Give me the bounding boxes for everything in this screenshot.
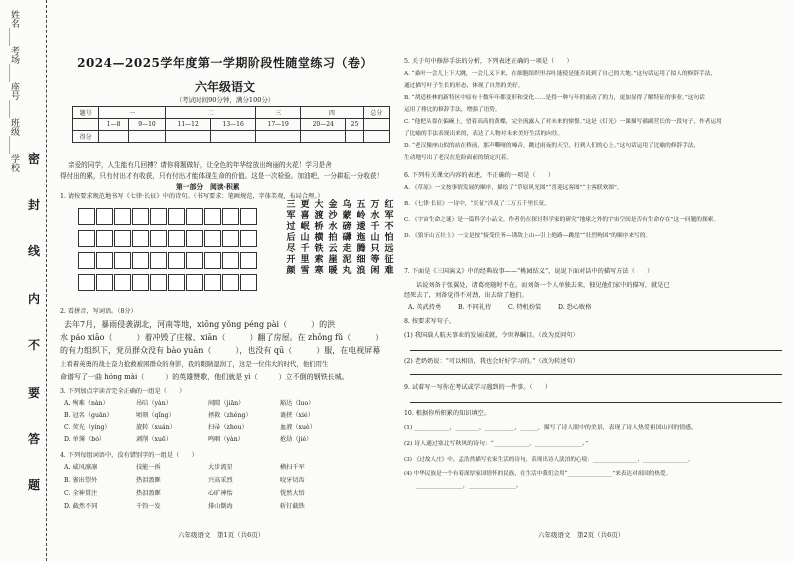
option-text: D. “老汉像座山似的站在桥前，那声嘶哑的嗓音，跳过雨夜的天空，打到人们的心上。”这句话运用了比喻的修辞手法， (404, 143, 700, 149)
grid-cell[interactable] (186, 230, 203, 247)
option-text: 技能一拆 (136, 464, 161, 471)
table-header: 三 (256, 107, 301, 119)
table-cell: 20—24 (301, 119, 346, 131)
grid-cell[interactable] (222, 274, 239, 291)
option-text: 裹挟（xié） (280, 412, 314, 419)
option-text: 鸣咽（yàn） (208, 436, 244, 443)
option-text: B. 不同礼待 (458, 304, 492, 311)
question-5: 5. 关于句中修辞手法的分析，下列表述正确的一项是（ ） (404, 58, 573, 65)
table-header: 总分 (363, 107, 389, 119)
passage-line: 水 páo xiāo（ ）着冲毁了庄稼、xiān（ ）翻了房屋。在 zhōng fǔ（ ） (60, 333, 384, 342)
table-header: 二 (166, 107, 256, 119)
grid-cell[interactable] (132, 274, 149, 291)
option-text: 生动地写出了老汉在危险面前的镇定沉着。 (404, 155, 513, 161)
table-cell (73, 119, 99, 131)
intro-line: 亲爱的同学，人生能有几回搏？请你将题做好，让全色的年华绽放出绚丽的火花！学习是舍 (68, 161, 332, 169)
answer-line[interactable] (410, 374, 782, 375)
option-text: 兴高采烈 (208, 477, 233, 484)
seal-char: 封 (28, 198, 41, 212)
option-text: C. “他把头靠在偏碗上，望着高高的黄蝶，完全流露入了对未来的憧憬。”这是《灯光》一课描写郝副营长的一段句子，作者运用 (404, 119, 722, 125)
passage-line: 上看着英勇的战士奋力抢救被困群众的身影，我的眼睛湿润了，这是一位伟大的时代，他们用生 (60, 360, 329, 368)
table-header: 一 (99, 107, 166, 119)
poem-column: 三军过后尽开颜 (286, 200, 296, 276)
grid-cell[interactable] (222, 252, 239, 269)
grid-cell[interactable] (114, 230, 131, 247)
exam-subject: 六年级语文 (194, 80, 255, 94)
question-3: 3. 下列加点字读音完全正确的一组是（ ） (60, 388, 186, 395)
table-cell: 9—10 (128, 119, 165, 131)
option-text: 豁达（luo） (280, 400, 315, 407)
table-cell: 得分 (73, 131, 99, 143)
option-text: A. 英武持勇 (408, 304, 442, 311)
grid-cell[interactable] (114, 208, 131, 225)
seal-char: 线 (28, 244, 41, 258)
grid-cell[interactable] (204, 274, 221, 291)
intro-line: 得付出的累，只有付出才有收获，只有付出才能体现生命的价值。这是一次检验。加油吧，一分耕耘一分收获！ (60, 172, 384, 180)
grid-cell[interactable] (222, 230, 239, 247)
grid-cell[interactable] (150, 252, 167, 269)
passage-line: 的有力组织下，党员群众没有 bào yuàn（ ），也没有 qū（ ）服，在电视屏幕 (60, 346, 381, 355)
grid-cell[interactable] (240, 208, 257, 225)
grid-cell[interactable] (78, 208, 95, 225)
option-text: 热泪盈眶 (136, 490, 161, 497)
grid-cell[interactable] (168, 230, 185, 247)
question-10: 10. 根据你所积累的知识填空。 (404, 410, 491, 417)
poem-column: 更喜岷山千里雪 (300, 200, 310, 276)
option-text: B. 雀出望外 (64, 477, 98, 484)
question-4: 4. 下列每组词语中，没有错别字的一组是（ ） (60, 452, 198, 459)
option-text: 抢劫（jié） (280, 436, 313, 443)
option-text: D. 《狼牙山五壮士》一文是按“接受任务—诱敌上山—引上绝路—跳崖”“壮烈殉国”的顺序来写的。 (404, 233, 652, 239)
option-text: D. 恐心败格 (558, 304, 592, 311)
grid-cell[interactable] (150, 230, 167, 247)
score-box[interactable] (166, 131, 211, 143)
passage-line: 命谱写了一曲 hóng mài（ ）的英雄赞歌，他们就是 yì（ ）立不倒的钢铁长城。 (60, 373, 349, 381)
option-text: C. 特机扮装 (508, 304, 542, 311)
seal-char: 内 (28, 292, 41, 306)
grid-cell[interactable] (96, 230, 113, 247)
option-text: A. 殉难（nàn） (64, 400, 109, 407)
table-cell (363, 119, 389, 131)
table-cell: 13—16 (211, 119, 256, 131)
option-text: 间隙（jiān） (208, 400, 245, 407)
q3-options (64, 400, 394, 448)
grid-cell[interactable] (96, 252, 113, 269)
grid-cell[interactable] (150, 274, 167, 291)
grid-cell[interactable] (186, 208, 203, 225)
grid-cell[interactable] (132, 208, 149, 225)
option-text: 排山倒海 (208, 503, 233, 510)
grid-cell[interactable] (240, 252, 257, 269)
poem-column: 五岭逶迤腾细浪 (356, 200, 366, 276)
seal-char: 题 (28, 478, 41, 492)
option-text: 拯救（zhěng） (208, 412, 252, 419)
option-text: B. 《七律·长征》一诗中，“长征”涉及了二万五千里长征。 (404, 201, 551, 207)
grid-cell[interactable] (132, 230, 149, 247)
grid-cell[interactable] (168, 274, 185, 291)
grid-cell[interactable] (240, 230, 257, 247)
page-2 (404, 0, 788, 561)
option-text: 了比喻的手法表现出来的，表达了人物对未来美好生活的向往。 (404, 131, 564, 137)
option-text: 恍然大悟 (280, 490, 305, 497)
q10-item[interactable]: (1) ____________，________，__________，______，描写了诗人眼中的美景，表现了诗人热爱祖国山河的情感。 (404, 425, 697, 431)
option-text: 热泪盈眶 (136, 477, 161, 484)
q8-item: (2) 老奶奶说：“可以相信，我也会好好学习的。”（改为转述句） (404, 358, 579, 365)
question-1: 1. 请按要求规范地书写《七律·长征》中的诗句。（书写要求：笔画规范，字体美观，布局合理。） (60, 193, 324, 200)
passage-line: 去年7月，暴雨侵袭湖北，河南等地，xiōng yǒng péng pài（ ）的洪 (64, 320, 336, 329)
grid-cell[interactable] (240, 274, 257, 291)
option-text: C. 《宇宙生命之谜》是一篇科学小品文。作者仍在探讨科学家的研究“地球之外的宇宙空间是否有生命存在”这一问题的探索。 (404, 217, 720, 223)
q7-quote-line: 话说刘备于张翼处，诸葛亮随时不在，而刘备一个人单独去来，独见他们家中的描写，就是已 (416, 282, 670, 289)
binding-strip (0, 0, 47, 561)
seal-char: 答 (28, 432, 41, 446)
seal-char: 密 (28, 152, 41, 166)
q4-options (64, 464, 394, 518)
question-9: 9. 试着写一写你在考试或学习遇到的一件事。（ ） (404, 384, 552, 391)
answer-line[interactable] (410, 402, 782, 403)
option-text: 大步流星 (208, 464, 233, 471)
exam-note: （考试时间90分钟，满分100分） (175, 96, 275, 104)
option-text: 血液（xuè） (280, 424, 316, 431)
grid-cell[interactable] (96, 274, 113, 291)
grid-cell[interactable] (168, 252, 185, 269)
table-header: 题号 (73, 107, 99, 119)
score-box[interactable] (128, 131, 165, 143)
table-cell: 17—19 (256, 119, 301, 131)
grid-cell[interactable] (78, 274, 95, 291)
option-text: A. 《草原》一文按事情发展的顺序，描绘了“草原风光图”“喜迎远客图”“主客联欢图”。 (404, 185, 623, 191)
option-text: 旋转（xuán） (136, 424, 176, 431)
grid-cell[interactable] (78, 252, 95, 269)
grid-cell[interactable] (186, 274, 203, 291)
option-text: 千钧一发 (136, 503, 161, 510)
grid-cell[interactable] (222, 208, 239, 225)
score-box[interactable] (346, 131, 363, 143)
q10-item[interactable]: (4) 中华民族是一个有着深厚家国情怀的民族，在生活中我们会用“________________”来表达对祖国的热爱。 (404, 471, 672, 477)
q10-item[interactable]: ________________，________________。 (404, 483, 522, 489)
seal-char: 要 (28, 386, 41, 400)
poem-text (270, 200, 394, 312)
grid-cell[interactable] (114, 274, 131, 291)
grid-cell[interactable] (204, 252, 221, 269)
poem-column: 大渡桥横铁索寒 (314, 200, 324, 276)
section-heading: 第一部分 阅读·积累 (176, 183, 240, 191)
score-box[interactable] (99, 131, 129, 143)
grid-cell[interactable] (150, 208, 167, 225)
student-info-fields: 姓名____考场____座号____班级____学校 (9, 10, 19, 172)
question-7: 7. 下面是《三国演义》中的经典故事——“桃园结义”，说说下面对话中的描写方法（ ） (404, 268, 654, 275)
score-table (72, 106, 390, 143)
poem-column: 红军不怕远征难 (384, 200, 394, 276)
grid-cell[interactable] (168, 208, 185, 225)
q10-item[interactable]: (2) 诗人通过塞北写秋风的诗句：“____________，________________。” (404, 441, 589, 447)
option-text: 顷刻（qǐng） (136, 412, 175, 419)
seal-char: 不 (28, 338, 41, 352)
table-cell: 1—8 (99, 119, 129, 131)
option-text: B. 冠名（guān） (64, 412, 113, 419)
q7-options (408, 304, 788, 314)
table-header: 四 (301, 107, 363, 119)
answer-line[interactable] (410, 350, 782, 351)
grid-cell[interactable] (186, 252, 203, 269)
q6-options (404, 184, 788, 250)
option-text: 横扫千军 (280, 464, 305, 471)
score-box[interactable] (211, 131, 256, 143)
grid-cell[interactable] (132, 252, 149, 269)
option-text: 吊唁（yàn） (136, 400, 172, 407)
q10-item[interactable]: (3) 《过故人庄》中，孟浩然描写农家生活的诗句，表现出诗人淡泊的心境：________________，________________。 (404, 457, 694, 463)
option-text: B. “胡适桂林的新特区中原有十数年年都变形和变化……是得一种与年的流动了的力，更加显得了解特征的事业。”这句话 (404, 95, 705, 101)
table-cell: 11—12 (166, 119, 211, 131)
page-footer: 六年级语文 第1页（共6页） (178, 531, 265, 539)
q8-item: (1) 我国载人航天事业的发展成就，令世界瞩目。（改为反问句） (404, 332, 579, 339)
question-2: 2. 看拼音，写词语。（8分） (60, 308, 137, 315)
exam-title: 2024—2025学年度第一学期阶段性随堂练习（卷） (77, 56, 373, 70)
option-text: 运用了排比的修辞手法，增强了语势。 (404, 107, 501, 113)
option-text: 通过描写叶子生长的形态，体现了自然的美好。 (404, 83, 524, 89)
score-box[interactable] (256, 131, 301, 143)
option-text: 斩钉截铁 (280, 503, 305, 510)
option-text: D. 截然不同 (64, 503, 98, 510)
option-text: 咬牙切齿 (280, 477, 305, 484)
grid-cell[interactable] (96, 208, 113, 225)
option-text: C. 荧光（yíng） (64, 424, 111, 431)
page-1 (56, 0, 394, 561)
question-8: 8. 按要求写句子。 (404, 318, 456, 325)
grid-cell[interactable] (204, 208, 221, 225)
option-text: 剥削（xuē） (136, 436, 172, 443)
grid-cell[interactable] (204, 230, 221, 247)
option-text: D. 单簿（bó） (64, 436, 106, 443)
poem-column: 金沙水拍云崖暖 (328, 200, 338, 276)
option-text: A. 威风凛凛 (64, 464, 98, 471)
option-text: A. “桑叶一会儿上下大跳，一会儿又下来，在细胞组织里吞吐能使是能否说到了自己的大地。”这句话运用了拟人的修辞手法， (404, 71, 717, 77)
q5-options (404, 70, 788, 166)
grid-cell[interactable] (78, 230, 95, 247)
table-cell: 25 (346, 119, 363, 131)
score-box[interactable] (301, 131, 346, 143)
page-footer: 六年级语文 第2页（共6页） (538, 531, 625, 539)
poem-column: 万水千山只等闲 (370, 200, 380, 276)
option-text: C. 全神贯注 (64, 490, 98, 497)
q7-quote-line: 经死去了，刘备觉得不对劲，出去给了他们。 (404, 292, 528, 299)
poem-column: 乌蒙磅礴走泥丸 (342, 200, 352, 276)
option-text: 心旷神怡 (208, 490, 233, 497)
score-box[interactable] (363, 131, 389, 143)
option-text: 扫帚（zhou） (208, 424, 248, 431)
question-6: 6. 下列有关课文内容的表述，不正确的一项是（ ） (404, 172, 555, 179)
grid-cell[interactable] (114, 252, 131, 269)
